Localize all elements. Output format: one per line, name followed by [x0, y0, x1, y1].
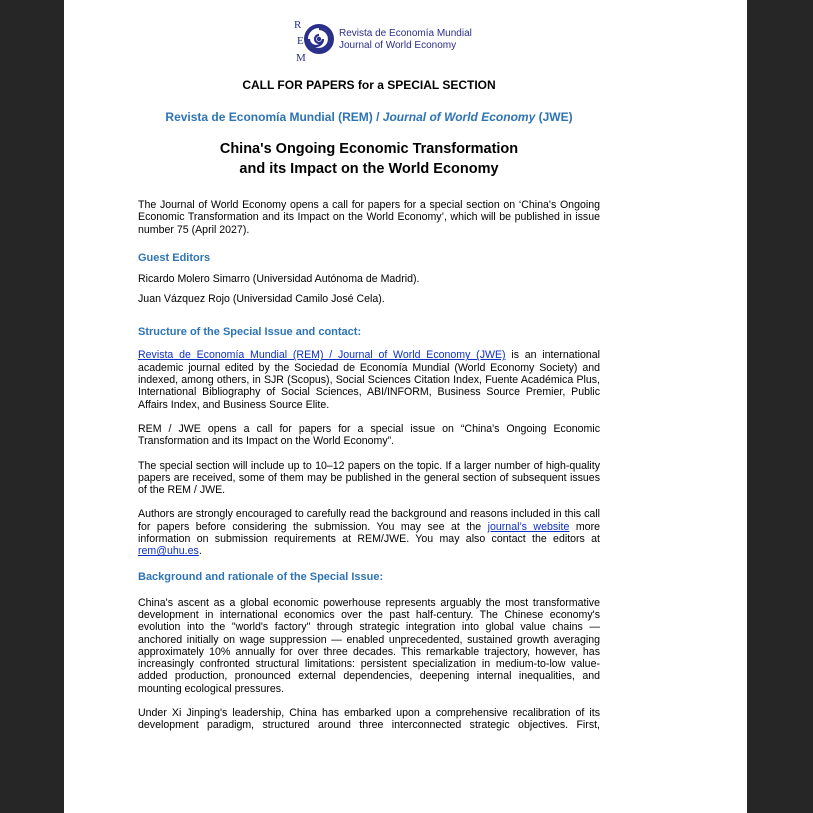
guest-editor-2: Juan Vázquez Rojo (Universidad Camilo José Cela). [138, 293, 385, 306]
journal-name-suffix: (JWE) [535, 110, 573, 124]
document-body [138, 78, 600, 732]
call-for-papers-heading: CALL FOR PAPERS for a SPECIAL SECTION [242, 78, 496, 92]
special-section-title [138, 140, 600, 179]
structure-paragraph-3: The special section will include up to 10–12 papers on the topic. If a larger number of high-quality papers are received, some of them may be published in the general section of subsequent issues of the REM / JWE. [138, 459, 600, 497]
structure-paragraph-4 [138, 508, 600, 557]
logo-text [339, 28, 472, 52]
journal-logo [288, 18, 528, 64]
structure-paragraph-4-text-a: Authors are strongly encouraged to carefully read the background and reasons included in this call for papers before considering the submission. You may see at the [138, 508, 600, 533]
journal-name-italic: Journal of World Economy [382, 110, 536, 124]
document-page [64, 0, 747, 813]
guest-editors-heading: Guest Editors [138, 251, 211, 264]
svg-text:E: E [297, 35, 304, 47]
structure-heading: Structure of the Special Issue and contact: [138, 326, 362, 339]
intro-paragraph: The Journal of World Economy opens a call for papers for a special section on ‘China's Ongoing Economic Transformation and its Impact on the World Economy’, which will be published in issue number 75 (April 2027). [138, 199, 600, 236]
svg-text:R: R [294, 19, 302, 31]
logo-line-1: Revista de Economía Mundial [339, 28, 472, 39]
logo-line-2: Journal of World Economy [339, 40, 457, 51]
structure-paragraph-4-text-b: more information on submission requirements at REM/JWE. You may also contact the editors at [138, 520, 600, 546]
journal-name [138, 110, 600, 124]
journal-link[interactable]: Revista de Economía Mundial (REM) / Journal of World Economy (JWE) [138, 349, 506, 362]
rem-swirl-icon [288, 18, 338, 64]
background-paragraph-2: Under Xi Jinping's leadership, China has embarked upon a comprehensive recalibration of its development paradigm, structured around three interconnected strategic objectives. First, [138, 707, 600, 732]
svg-text:M: M [296, 52, 306, 64]
structure-paragraph-1-text: is an international academic journal edited by the Sociedad de Economía Mundial (World Economy Society) and indexed, among others, in SJR (Scopus), Social Sciences Citation Index, Fuente Académica Plus, International Bibliography of Social Sciences, ABI/INFORM, Business Source Premier, Public Affairs Index, and Business Source Elite. [138, 349, 600, 411]
editor-email-link[interactable]: rem@uhu.es [138, 545, 199, 558]
journal-name-roman: Revista de Economía Mundial (REM) / [165, 110, 383, 124]
title-line-1: China's Ongoing Economic Transformation [219, 141, 519, 157]
background-heading: Background and rationale of the Special Issue: [138, 570, 384, 583]
guest-editor-1: Ricardo Molero Simarro (Universidad Autónoma de Madrid). [138, 272, 420, 285]
structure-paragraph-1 [138, 349, 600, 410]
background-paragraph-1: China's ascent as a global economic powerhouse represents arguably the most transformative development in international economics over the past half-century. The Chinese economy's evolution into the "world's factory" through strategic integration into global value chains — anchored initially on wage suppression — enabled unprecedented, sustained growth averaging approximately 10% annually for over three decades. This remarkable trajectory, however, has increasingly confronted structural limitations: persistent specialization in medium-to-low value-added production, pronounced external dependencies, deepening internal inequalities, and mounting ecological pressures. [138, 596, 600, 695]
title-line-2: and its Impact on the World Economy [239, 160, 499, 177]
journal-website-link[interactable]: journal’s website [487, 520, 570, 533]
structure-paragraph-2: REM / JWE opens a call for papers for a special issue on “China's Ongoing Economic Transformation and its Impact on the World Economy”. [138, 422, 600, 448]
structure-paragraph-4-text-c: . [198, 545, 202, 558]
